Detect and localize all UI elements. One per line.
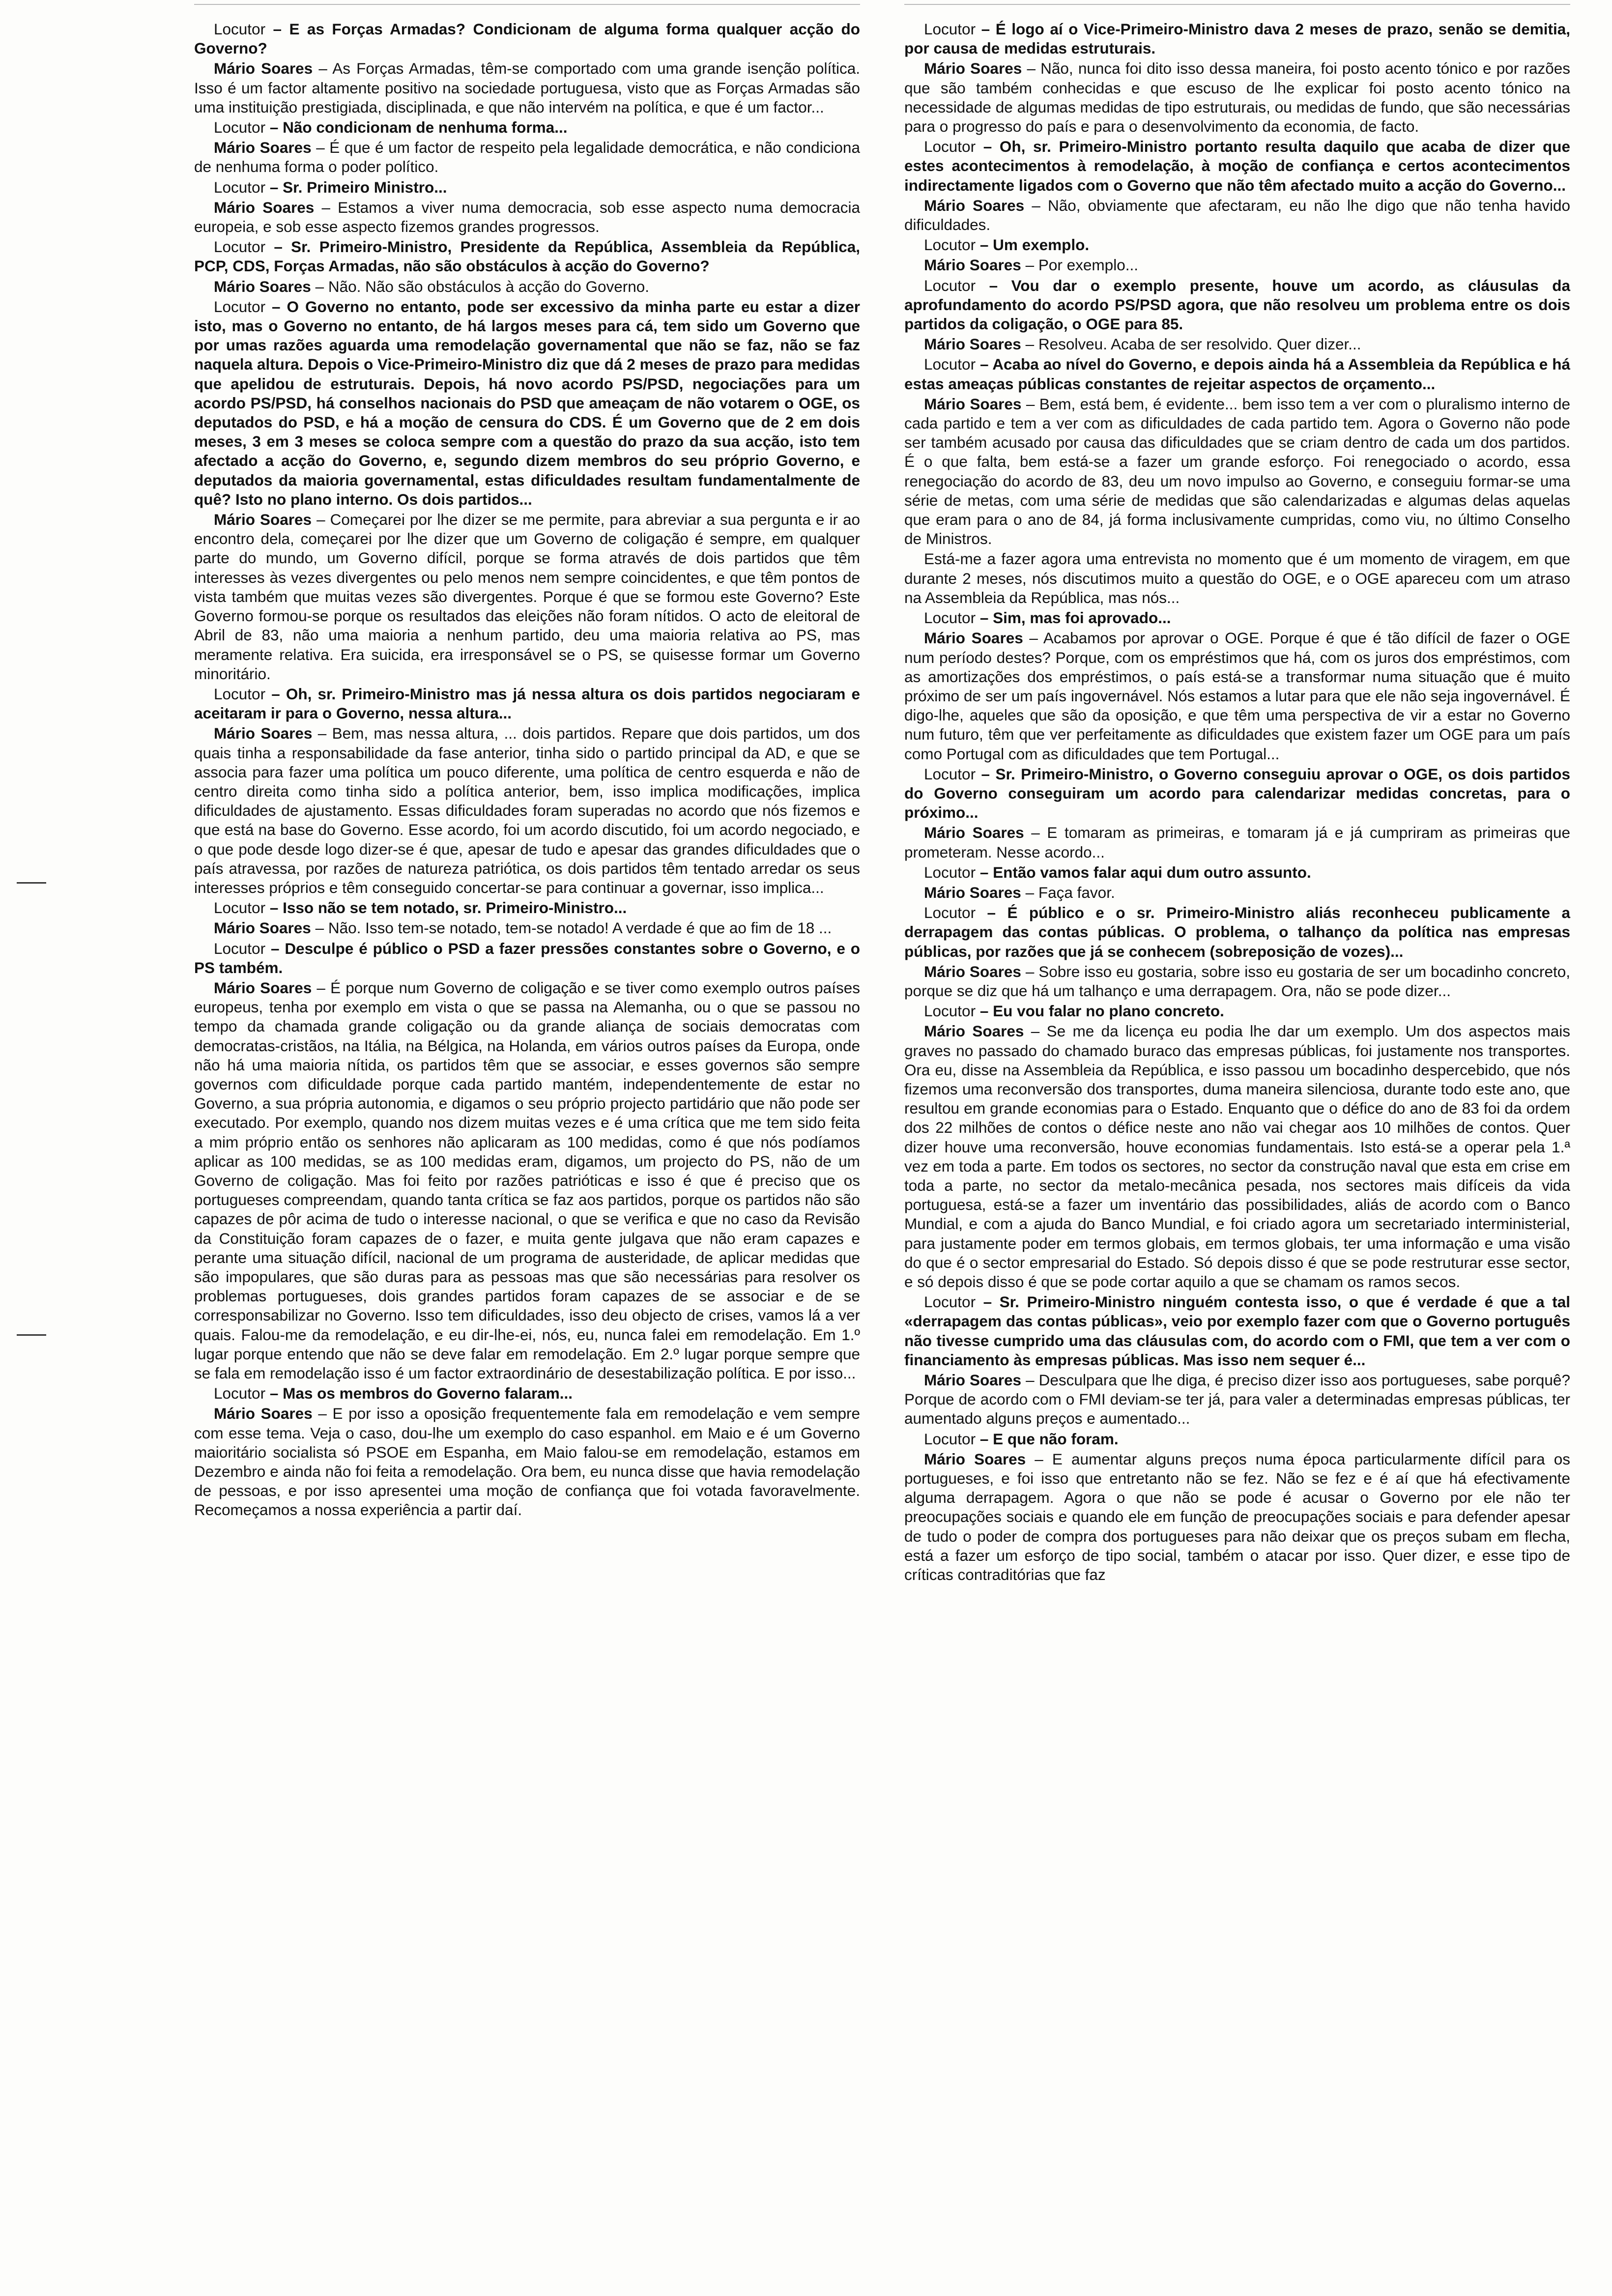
utterance-text: Sim, mas foi aprovado...: [993, 609, 1171, 627]
interviewee-answer: [194, 277, 860, 296]
utterance-text: E as Forças Armadas? Condicionam de alguma forma qualquer acção do Governo?: [194, 20, 860, 57]
speaker-dash: –: [265, 20, 289, 38]
interviewee-answer: [194, 510, 860, 684]
interviewer-question: [194, 898, 860, 918]
speaker-name: Mário Soares: [924, 962, 1021, 980]
speaker-dash: –: [1021, 335, 1038, 353]
speaker-dash: –: [976, 863, 993, 881]
speaker-name: Mário Soares: [924, 196, 1025, 214]
interviewer-question: [194, 118, 860, 137]
speaker-name: Mário Soares: [924, 1022, 1024, 1040]
speaker-name: Locutor: [924, 765, 976, 783]
speaker-name: Locutor: [924, 1293, 976, 1311]
speaker-dash: –: [1021, 1371, 1039, 1389]
utterance-text: Vou dar o exemplo presente, houve um acordo, as cláusulas da aprofundamento do acordo PS/PSD agora, que não resolveu um problema entre os dois partidos da coligação, o OGE para 85.: [904, 276, 1570, 333]
speaker-name: Locutor: [214, 1384, 266, 1403]
speaker-name: Locutor: [924, 1002, 976, 1020]
interviewee-answer: [194, 1404, 860, 1520]
speaker-name: Locutor: [214, 939, 266, 957]
top-rule-left: [194, 4, 860, 5]
interviewer-question: [904, 1292, 1570, 1370]
utterance-text: Não, nunca foi dito isso dessa maneira, foi posto acento tónico e por razões que são também conhecidas e que escuso de lhe explicar foi posto acento tónico na necessidade de algumas medidas de tipo estruturais, ou medidas de fundo, que são necessárias para o progresso do país e para o desenvolvimento da economia, de facto.: [904, 59, 1570, 136]
utterance-text: Oh, sr. Primeiro-Ministro portanto resulta daquilo que acaba de dizer que estes acontecimentos à remodelação, à moção de confiança e certos acontecimentos indirectamente ligados com o Governo que não têm afectado muito a acção do Governo...: [904, 138, 1570, 194]
interviewee-answer: [904, 335, 1570, 354]
speaker-name: Mário Soares: [214, 277, 311, 295]
utterance-text: Por exemplo...: [1038, 256, 1138, 274]
utterance-text: Sobre isso eu gostaria, sobre isso eu gostaria de ser um bocadinho concreto, porque se diz que há um talhanço e uma derrapagem. Ora, não se pode dizer...: [904, 962, 1570, 1000]
margin-tick-mark: [17, 882, 46, 884]
utterance-text: Desculpara que lhe diga, é preciso dizer isso aos portugueses, sabe porquê? Porque de acordo com o FMI deviam-se ter já, para valer a determinadas empresas públicas, ter aumentado alguns preços e aumentado...: [904, 1371, 1570, 1428]
interviewer-question: [904, 355, 1570, 393]
speaker-name: Locutor: [924, 276, 976, 294]
interviewer-question: [904, 20, 1570, 58]
utterance-text: Sr. Primeiro-Ministro, o Governo conseguiu aprovar o OGE, os dois partidos do Governo conseguiram um acordo para calendarizar medidas concretas, para o próximo...: [904, 765, 1571, 822]
utterance-text: Se me da licença eu podia lhe dar um exemplo. Um dos aspectos mais graves no passado do chamado buraco das empresas públicas, foi justamente nos transportes. Ora eu, disse na Assembleia da República, e isso passou um bocadinho despercebido, que nós fizemos uma reconversão dos transportes, duma maneira silenciosa, durante todo este ano, que resultou em grande economias para o Estado. Enquanto que o défice do ano de 83 foi da ordem dos 22 milhões de contos o défice neste ano não vai chegar aos 10 milhões de contos. Quer dizer houve uma reconversão, houve economias fundamentais. Isto está-se a operar pela 1.ª vez em toda a parte. Em todos os sectores, no sector da construção naval que esta em crise em toda a parte, no sector da metalo-mecânica pesada, nos sectores mais difíceis da vida portuguesa, está-se a fazer um inventário das possibilidades, aliás de acordo com o Banco Mundial, e com a ajuda do Banco Mundial, e foi criado agora um secretariado interministerial, para justamente poder em termos globais, em termos globais, ter uma informação e uma visão do que é o sector empresarial do Estado. Só depois disso é que se pode restruturar esse sector, e só depois disso é que se pode cortar aquilo a que se chamam os ramos secos.: [904, 1022, 1570, 1291]
speaker-name: Mário Soares: [214, 978, 312, 997]
speaker-name: Mário Soares: [924, 335, 1021, 353]
interviewee-answer: [904, 1450, 1570, 1584]
top-rule-right: [904, 4, 1570, 5]
utterance-text: Não, obviamente que afectaram, eu não lhe digo que não tenha havido dificuldades.: [904, 196, 1570, 234]
interviewer-question: [904, 1002, 1570, 1021]
speaker-dash: –: [265, 939, 285, 957]
interviewee-answer: [194, 198, 860, 236]
speaker-dash: –: [1021, 962, 1039, 980]
speaker-dash: –: [265, 178, 283, 196]
interviewer-question: [194, 297, 860, 509]
speaker-dash: –: [312, 511, 330, 529]
speaker-dash: –: [1023, 629, 1043, 647]
speaker-name: Locutor: [214, 118, 266, 137]
interviewer-question: [904, 1430, 1570, 1449]
interviewee-answer: [904, 823, 1570, 861]
speaker-name: Locutor: [214, 297, 266, 316]
interviewer-question: [904, 608, 1570, 628]
interviewee-answer: [904, 1022, 1570, 1292]
utterance-text: Está-me a fazer agora uma entrevista no momento que é um momento de viragem, em que durante 2 meses, nós discutimos muito a questão do OGE, e o OGE apareceu com um atraso na Assembleia da República, mas nós...: [904, 550, 1570, 606]
interviewer-question: [904, 863, 1570, 882]
speaker-name: Mário Soares: [214, 198, 315, 216]
speaker-dash: –: [265, 238, 291, 256]
speaker-dash: –: [976, 138, 1000, 156]
speaker-dash: –: [265, 118, 283, 137]
speaker-name: Locutor: [214, 178, 266, 196]
utterance-text: Mas os membros do Governo falaram...: [283, 1384, 573, 1403]
speaker-dash: –: [312, 724, 332, 743]
speaker-dash: –: [312, 978, 331, 997]
speaker-name: Locutor: [924, 1430, 976, 1448]
speaker-dash: –: [1021, 256, 1038, 274]
speaker-name: Locutor: [924, 138, 976, 156]
speaker-dash: –: [311, 919, 328, 937]
utterance-text: E aumentar alguns preços numa época particularmente difícil para os portugueses, e foi isso que entretanto não se fez. Não se fez e é aí que há efectivamente alguma derrapagem. Agora o que não se pode é acusar o Governo por ele não ter preocupações sociais e quando ele em função de preocupações sociais e para defender apesar de tudo o poder de compra dos portugueses para não deixar que os preços subam em flecha, está a fazer um esforço de tipo social, também o atacar por isso. Quer dizer, e esse tipo de críticas contraditórias que faz: [904, 1450, 1570, 1584]
utterance-text: Resolveu. Acaba de ser resolvido. Quer dizer...: [1038, 335, 1361, 353]
speaker-name: Mário Soares: [214, 919, 311, 937]
left-column: [194, 20, 860, 1521]
speaker-dash: –: [314, 198, 338, 216]
utterance-text: Faça favor.: [1038, 883, 1115, 901]
utterance-text: Não. Isso tem-se notado, tem-se notado! A verdade é que ao fim de 18 ...: [328, 919, 832, 937]
speaker-dash: –: [312, 1405, 333, 1423]
interviewee-answer: [904, 59, 1570, 136]
speaker-name: Mário Soares: [924, 1371, 1022, 1389]
speaker-name: Mário Soares: [214, 139, 312, 157]
speaker-name: Locutor: [214, 20, 266, 38]
utterance-text: Um exemplo.: [993, 236, 1090, 254]
speaker-dash: –: [1024, 1022, 1047, 1040]
interviewer-question: [904, 276, 1570, 334]
speaker-name: Mário Soares: [214, 511, 312, 529]
speaker-name: Locutor: [924, 355, 976, 373]
speaker-dash: –: [976, 904, 1008, 922]
speaker-name: Locutor: [924, 904, 976, 922]
speaker-name: Mário Soares: [214, 59, 313, 78]
speaker-name: Mário Soares: [924, 59, 1022, 78]
speaker-dash: –: [1022, 59, 1041, 78]
speaker-name: Locutor: [924, 20, 976, 38]
speaker-dash: –: [976, 276, 1011, 294]
utterance-text: É logo aí o Vice-Primeiro-Ministro dava 2 meses de prazo, senão se demitia, por causa de medidas estruturais.: [904, 20, 1570, 57]
utterance-text: É público e o sr. Primeiro-Ministro aliás reconheceu publicamente a derrapagem das contas públicas. O problema, o talhanço da política nas empresas públicas, por razões que já se conhecem (sobreposição de vozes)...: [904, 904, 1570, 960]
utterance-text: E que não foram.: [993, 1430, 1119, 1448]
speaker-dash: –: [976, 765, 996, 783]
speaker-dash: –: [1026, 1450, 1052, 1468]
speaker-dash: –: [976, 1002, 993, 1020]
interviewee-answer: [194, 59, 860, 117]
right-column: [904, 20, 1570, 1585]
interviewer-question: [904, 765, 1570, 823]
interviewer-question: [904, 137, 1570, 195]
utterance-text: É porque num Governo de coligação e se tiver como exemplo outros países europeus, tenha por exemplo em vista o que se passa na Alemanha, ou o que se passou no tempo da chamada grande coligação ou da grande aliança de sociais democratas com democratas-cristãos, na Itália, na Bélgica, na Holanda, em vários outros países da Europa, onde não há uma maioria nítida, os partidos têm que se associar, e esses governos são sempre governos com dificuldade porque cada partido mantém, independentemente de estar no Governo, a sua própria autonomia, e digamos o seu próprio projecto partidário que não pode ser executado. Por exemplo, quando nos dizem muitas vezes e é uma crítica que me tem sido feita a mim próprio então os senhores não aplicaram as 100 medidas, como é que nós podíamos aplicar as 100 medidas, se as 100 medidas eram, digamos, um projecto do PS, não de um Governo de coligação. Mas foi feito por razões patrióticas e isso é que é preciso que os portugueses compreendam, quando tanta crítica se faz aos partidos, porque os partidos não são capazes de pôr acima de tudo o interesse nacional, o que se verifica e que no caso da Revisão da Constituição foram capazes de o fazer, e muita gente julgava que não eram capazes e perante uma situação difícil, nacional de um programa de austeridade, de aplicar medidas que são impopulares, que são duras para as pessoas mas que são necessárias para resolver os problemas portugueses, dois grandes partidos foram capazes de se associar e de se corresponsabilizar no Governo. Isso tem dificuldades, isso deu objecto de crises, vamos lá a ver quais. Falou-me da remodelação, e eu dir-lhe-ei, nós, eu, nunca falei em remodelação. Em 1.º lugar porque entendo que não se deve falar em remodelação. Em 2.º lugar porque sempre que se fala em remodelação isso é um factor extraordinário de desestabilização política. E por isso...: [194, 978, 860, 1382]
utterance-text: E por isso a oposição frequentemente fala em remodelação e vem sempre com esse tema. Veja o caso, dou-lhe um exemplo do caso espanhol. em Maio e é um Governo maioritário socialista só PSOE em Espanha, em Maio falou-se em remodelação, estamos em Dezembro e ainda não foi feita a remodelação. Ora bem, eu nunca disse que havia remodelação de pessoas, e por isso apresentei uma moção de confiança que foi votada favoravelmente. Recomeçamos a nossa experiência a partir daí.: [194, 1405, 860, 1519]
utterance-text: Estamos a viver numa democracia, sob esse aspecto numa democracia europeia, e sob esse aspecto fizemos grandes progressos.: [194, 198, 860, 236]
speaker-dash: –: [311, 139, 330, 157]
speaker-name: Locutor: [924, 609, 976, 627]
utterance-text: Não. Não são obstáculos à acção do Governo.: [328, 277, 650, 295]
interviewer-question: [194, 237, 860, 276]
utterance-text: Bem, mas nessa altura, ... dois partidos. Repare que dois partidos, um dos quais tinha a responsabilidade da fase anterior, tinha sido o partido principal da AD, e que se associa para fazer uma política um pouco diferente, uma política de centro esquerda e não de centro direita como tinha sido a política anterior, bem, isso implica modificações, implica dificuldades de ajustamento. Essas dificuldades foram superadas no acordo que nós fizemos e que está na base do Governo. Esse acordo, foi um acordo discutido, foi um acordo negociado, e o que pode desde logo dizer-se é que, apesar de tudo e apesar das grandes dificuldades que o país atravessa, por razões de natureza patriótica, os dois partidos têm tentado arredar os seus interesses próprios e têm conseguido concertar-se para continuar a governar, isso implica...: [194, 724, 860, 896]
speaker-dash: –: [311, 277, 328, 295]
speaker-dash: –: [313, 59, 333, 78]
utterance-text: Sr. Primeiro-Ministro ninguém contesta isso, o que é verdade é que a tal «derrapagem das contas públicas», veio por exemplo fazer com que o Governo português não tivesse cumprido uma das cláusulas com, do acordo com o FMI, que tem a ver com o financiamento às empresas públicas. Mas isso nem sequer é...: [904, 1293, 1570, 1369]
speaker-dash: –: [265, 685, 286, 703]
interviewee-answer: [904, 883, 1570, 902]
utterance-text: Sr. Primeiro-Ministro, Presidente da República, Assembleia da República, PCP, CDS, Forças Armadas, não são obstáculos à acção do Governo?: [194, 238, 860, 275]
interviewee-answer: [904, 1371, 1570, 1429]
utterance-text: Oh, sr. Primeiro-Ministro mas já nessa altura os dois partidos negociaram e aceitaram ir para o Governo, nessa altura...: [194, 685, 860, 722]
interviewee-answer: [904, 962, 1570, 1001]
interviewer-question: [194, 20, 860, 58]
speaker-name: Mário Soares: [924, 1450, 1026, 1468]
interviewee-answer: [904, 549, 1570, 607]
interviewee-answer: [904, 256, 1570, 275]
interviewee-answer: [904, 196, 1570, 234]
speaker-name: Mário Soares: [924, 256, 1021, 274]
interviewee-answer: [194, 138, 860, 176]
speaker-name: Mário Soares: [924, 629, 1023, 647]
utterance-text: Eu vou falar no plano concreto.: [993, 1002, 1224, 1020]
speaker-dash: –: [265, 899, 283, 917]
utterance-text: Isso não se tem notado, sr. Primeiro-Ministro...: [283, 899, 627, 917]
speaker-name: Mário Soares: [924, 883, 1021, 901]
interviewee-answer: [194, 918, 860, 938]
interviewer-question: [904, 235, 1570, 255]
interviewee-answer: [194, 978, 860, 1383]
utterance-text: É que é um factor de respeito pela legalidade democrática, e não condiciona de nenhuma forma o poder político.: [194, 139, 860, 176]
speaker-dash: –: [976, 355, 993, 373]
utterance-text: Não condicionam de nenhuma forma...: [283, 118, 568, 137]
utterance-text: Acabamos por aprovar o OGE. Porque é que é tão difícil de fazer o OGE num período destes? Porque, com os empréstimos que há, com os juros dos empréstimos, com as amortizações dos empréstimos, o país está-se a transformar numa situação que é muito próximo de ser um país ingovernável. Nós estamos a lutar para que ele não seja ingovernável. É digo-lhe, aqueles que são da oposição, e que têm uma perspectiva de vir a estar no Governo num futuro, têm que ver perfeitamente as dificuldades que existem fazer um OGE para um país como Portugal com as dificuldades que tem Portugal...: [904, 629, 1570, 763]
speaker-name: Mário Soares: [214, 1405, 313, 1423]
utterance-text: Sr. Primeiro Ministro...: [283, 178, 447, 196]
speaker-dash: –: [1021, 883, 1038, 901]
speaker-dash: –: [1024, 824, 1047, 842]
utterance-text: Começarei por lhe dizer se me permite, para abreviar a sua pergunta e ir ao encontro dela, começarei por lhe dizer que um Governo de coligação é sempre, em qualquer parte do mundo, um Governo difícil, porque se forma através de dois partidos que têm interesses às vezes divergentes ou pelo menos nem sempre coincidentes, e que têm pontos de vista também que muitas vezes são divergentes. Porque é que se formou este Governo? Este Governo formou-se porque os resultados das eleições não foram nítidos. O acto de eleitoral de Abril de 83, não uma maioria a nenhum partido, deu uma maioria relativa ao PS, mas meramente relativa. Era suicida, era irresponsável se o PS, se quisesse formar um Governo minoritário.: [194, 511, 860, 683]
interviewer-question: [904, 903, 1570, 961]
utterance-text: As Forças Armadas, têm-se comportado com uma grande isenção política. Isso é um factor altamente positivo na sociedade portuguesa, visto que as Forças Armadas são uma instituição prestigiada, disciplinada, e que não intervém na política, e que é um factor...: [194, 59, 860, 116]
speaker-dash: –: [976, 1293, 1000, 1311]
interviewer-question: [194, 178, 860, 197]
utterance-text: Então vamos falar aqui dum outro assunto.: [993, 863, 1311, 881]
speaker-name: Locutor: [924, 236, 976, 254]
speaker-name: Locutor: [214, 238, 266, 256]
speaker-dash: –: [265, 1384, 283, 1403]
speaker-dash: –: [265, 297, 287, 316]
utterance-text: Desculpe é público o PSD a fazer pressões constantes sobre o Governo, e o PS também.: [194, 939, 860, 976]
interviewee-answer: [194, 724, 860, 897]
interviewer-question: [194, 685, 860, 723]
speaker-name: Mário Soares: [214, 724, 313, 743]
speaker-dash: –: [976, 609, 993, 627]
speaker-name: Locutor: [924, 863, 976, 881]
utterance-text: O Governo no entanto, pode ser excessivo da minha parte eu estar a dizer isto, mas o Governo no entanto, de há largos meses para cá, tem sido um Governo que por umas razões aguarda uma remodelação governamental que não se faz, não se faz naquela altura. Depois o Vice-Primeiro-Ministro diz que dá 2 meses de prazo para medidas que apelidou de estruturais. Depois, há novo acordo PS/PSD, negociações para um acordo PS/PSD, há conselhos nacionais do PSD que ameaçam de não votarem o OGE, os deputados do PSD, e há a moção de censura do CDS. É um Governo que de 2 em dois meses, 3 em 3 meses se coloca sempre com a questão do prazo da sua acção, isto tem afectado a acção do Governo, e, segundo dizem membros do seu próprio Governo, e deputados da maioria governamental, estas dificuldades resultam fundamentalmente de quê? Isto no plano interno. Os dois partidos...: [194, 297, 860, 508]
speaker-name: Locutor: [214, 685, 266, 703]
utterance-text: Bem, está bem, é evidente... bem isso tem a ver com o pluralismo interno de cada partido e tem a ver com as dificuldades de cada partido tem. Agora o Governo não pode ser também acusado por causa das dificuldades que se criam dentro de cada um dos partidos. É o que falta, bem está-se a fazer um grande esforço. Foi renegociado o acordo, essa renegociação do acordo de 83, deu um novo impulso ao Governo, e conseguiu formar-se uma série de metas, com uma série de medidas que são calendarizadas e algumas delas aquelas que eram para o ano de 84, já forma inclusivamente cumpridas, como viu, no último Conselho de Ministros.: [904, 395, 1570, 548]
utterance-text: Acaba ao nível do Governo, e depois ainda há a Assembleia da República e há estas ameaças públicas constantes de rejeitar aspectos de orçamento...: [904, 355, 1571, 393]
interviewer-question: [194, 1384, 860, 1403]
speaker-name: Locutor: [214, 899, 266, 917]
margin-tick-mark: [17, 1334, 46, 1336]
speaker-dash: –: [1024, 196, 1048, 214]
speaker-dash: –: [976, 236, 993, 254]
speaker-dash: –: [976, 20, 996, 38]
interviewee-answer: [904, 629, 1570, 763]
interviewee-answer: [904, 395, 1570, 549]
speaker-name: Mário Soares: [924, 395, 1022, 413]
utterance-text: E tomaram as primeiras, e tomaram já e já cumpriram as primeiras que prometeram. Nesse acordo...: [904, 824, 1570, 861]
speaker-dash: –: [976, 1430, 993, 1448]
interviewer-question: [194, 939, 860, 977]
speaker-dash: –: [1021, 395, 1039, 413]
speaker-name: Mário Soares: [924, 824, 1024, 842]
